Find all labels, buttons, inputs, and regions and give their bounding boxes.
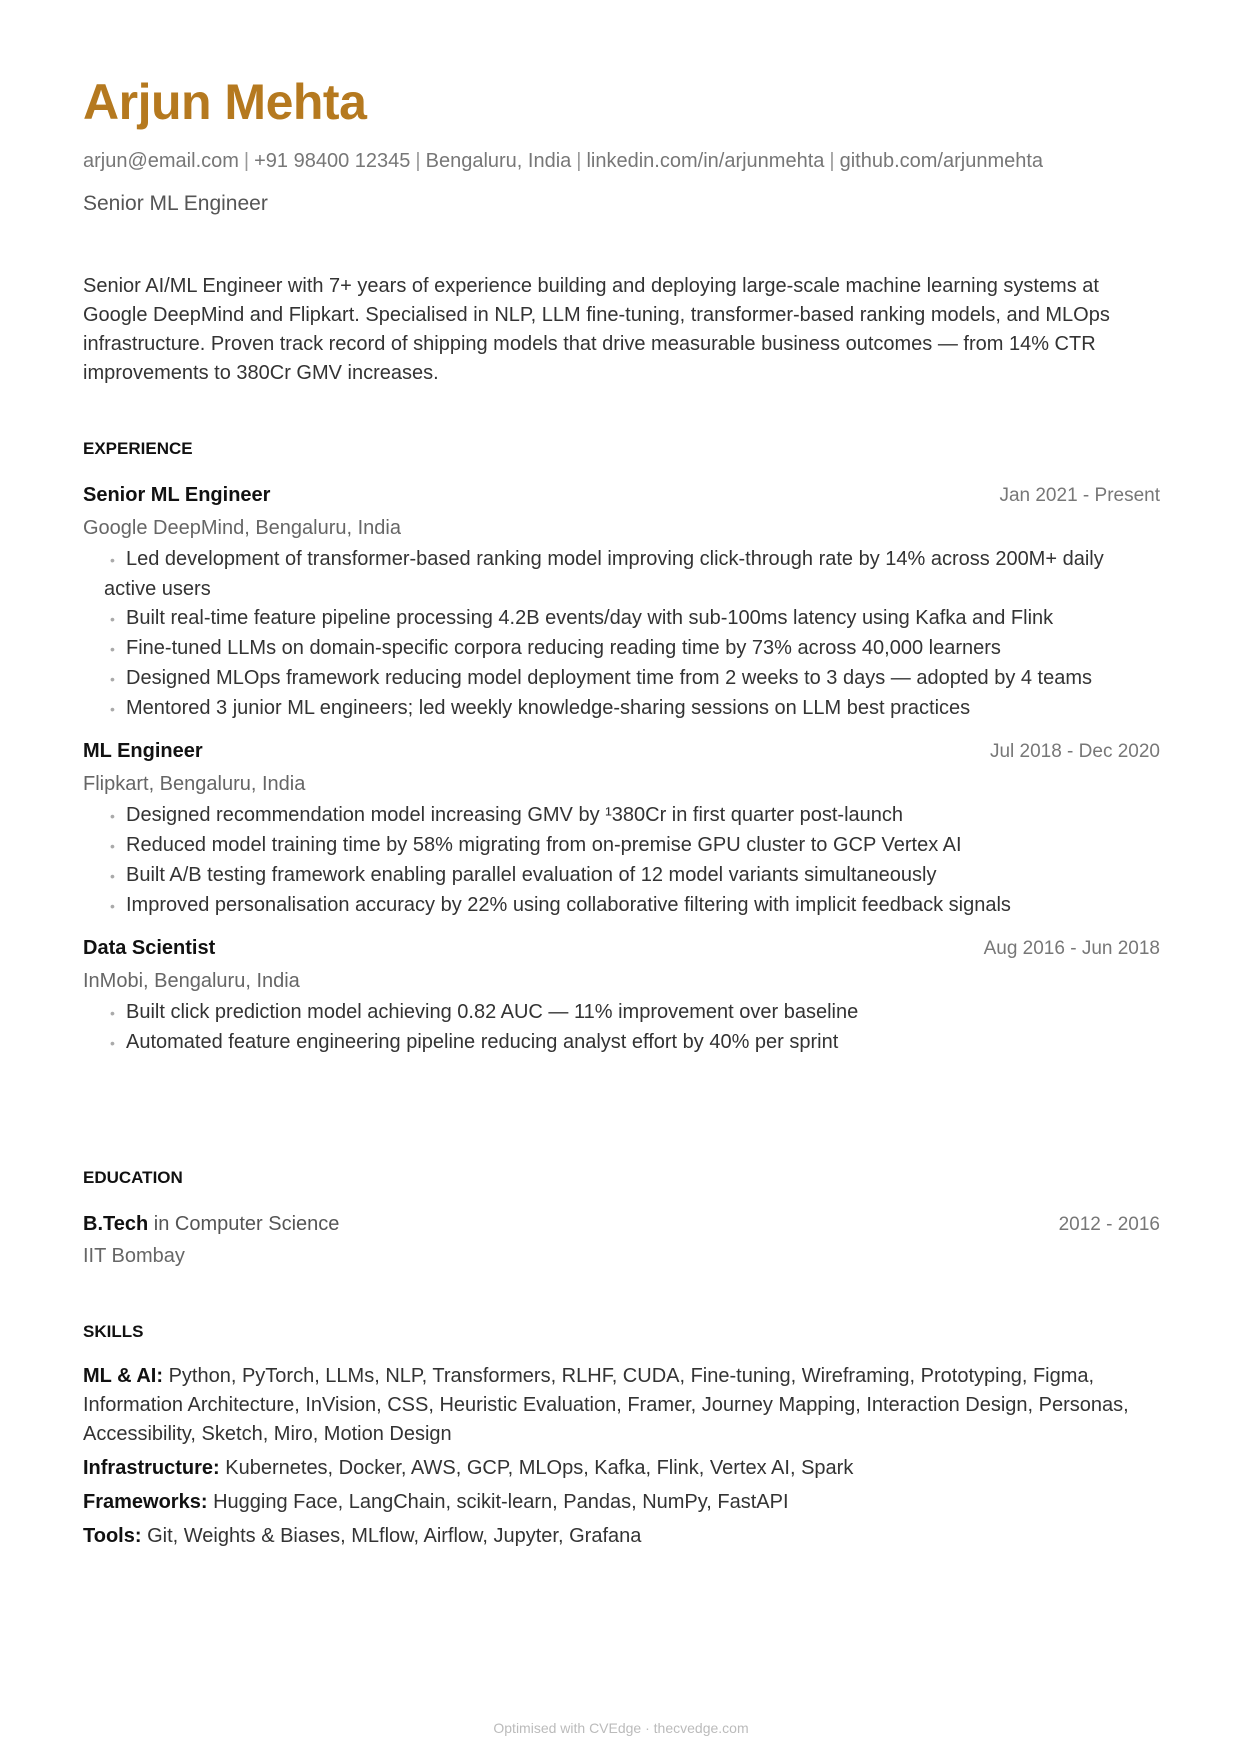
list-item: • Built real-time feature pipeline processing 4.2B events/day with sub-100ms latency using Kafka and Flink <box>110 607 1054 629</box>
list-item: • Designed recommendation model increasing GMV by ¹380Cr in first quarter post-launch <box>110 804 904 826</box>
linkedin-link[interactable]: linkedin.com/in/arjunmehta <box>586 150 825 172</box>
job-dates: Jul 2018 - Dec 2020 <box>989 741 1160 762</box>
phone: +91 98400 12345 <box>254 150 411 172</box>
contact-line <box>83 148 1160 174</box>
separator: | <box>829 150 835 172</box>
school: IIT Bombay <box>83 1245 185 1267</box>
job-entry <box>83 737 1160 921</box>
list-item: • Improved personalisation accuracy by 22% using collaborative filtering with implicit feedback signals <box>110 894 1011 916</box>
section-heading: EDUCATION <box>83 1168 183 1187</box>
separator: | <box>243 150 250 172</box>
separator: | <box>415 150 421 172</box>
list-item: • Automated feature engineering pipeline reducing analyst effort by 40% per sprint <box>110 1031 839 1053</box>
list-item: • Designed MLOps framework reducing model deployment time from 2 weeks to 3 days — adopted by 4 teams <box>110 667 1093 689</box>
skill-group: Frameworks: Hugging Face, LangChain, scikit-learn, Pandas, NumPy, FastAPI <box>83 1491 789 1513</box>
location: Bengaluru, India <box>425 150 572 172</box>
list-item: • Mentored 3 junior ML engineers; led weekly knowledge-sharing sessions on LLM best practices <box>110 697 971 719</box>
footer-credit: Optimised with CVEdge · thecvedge.com <box>493 1720 749 1736</box>
job-company: Flipkart, Bengaluru, India <box>83 773 306 795</box>
headline-title: Senior ML Engineer <box>83 192 268 215</box>
job-title: ML Engineer <box>83 740 203 762</box>
skill-group: Tools: Git, Weights & Biases, MLflow, Airflow, Jupyter, Grafana <box>83 1525 642 1547</box>
skill-group: Infrastructure: Kubernetes, Docker, AWS, GCP, MLOps, Kafka, Flink, Vertex AI, Spark <box>83 1457 854 1479</box>
job-dates: Jan 2021 - Present <box>999 485 1160 506</box>
experience-section <box>83 438 1160 1058</box>
section-heading: EXPERIENCE <box>83 439 193 458</box>
job-title: Senior ML Engineer <box>83 484 271 506</box>
summary: Senior AI/ML Engineer with 7+ years of experience building and deploying large-scale machine learning systems at Google DeepMind and Flipkart. Specialised in NLP, LLM fine-tuning, transformer-based ranking models, and MLOps infrastructure. Proven track record of shipping models that drive measurable business outcomes — from 14% CTR improvements to 380Cr GMV increases. <box>83 275 1110 384</box>
job-dates: Aug 2016 - Jun 2018 <box>983 938 1160 959</box>
job-entry <box>83 481 1160 724</box>
github-link[interactable]: github.com/arjunmehta <box>839 150 1044 172</box>
job-title: Data Scientist <box>83 937 216 959</box>
education-section <box>83 1167 1160 1270</box>
list-item: • Built click prediction model achieving 0.82 AUC — 11% improvement over baseline <box>110 1001 859 1023</box>
list-item: • Led development of transformer-based ranking model improving click-through rate by 14% across 200M+ daily active users <box>104 548 1104 600</box>
section-heading: SKILLS <box>83 1322 144 1341</box>
skill-group: ML & AI: Python, PyTorch, LLMs, NLP, Transformers, RLHF, CUDA, Fine-tuning, Wireframing, Prototyping, Figma, Information Architecture, InVision, CSS, Heuristic Evaluation, Framer, Journey Mapping, Interaction Design, Personas, Accessibility, Sketch, Miro, Motion Design <box>83 1365 1129 1445</box>
list-item: • Fine-tuned LLMs on domain-specific corpora reducing reading time by 73% across 40,000 learners <box>110 637 1001 659</box>
job-entry <box>83 934 1160 1058</box>
job-company: Google DeepMind, Bengaluru, India <box>83 517 401 539</box>
skills-section <box>83 1321 1160 1551</box>
candidate-name: Arjun Mehta <box>83 74 367 130</box>
degree: B.Tech in Computer Science <box>83 1213 340 1235</box>
list-item: • Built A/B testing framework enabling parallel evaluation of 12 model variants simultaneously <box>110 864 937 886</box>
email-link[interactable]: arjun@email.com <box>83 150 239 172</box>
list-item: • Reduced model training time by 58% migrating from on-premise GPU cluster to GCP Vertex AI <box>110 834 962 856</box>
separator: | <box>576 150 582 172</box>
job-company: InMobi, Bengaluru, India <box>83 970 300 992</box>
education-dates: 2012 - 2016 <box>1058 1214 1160 1235</box>
